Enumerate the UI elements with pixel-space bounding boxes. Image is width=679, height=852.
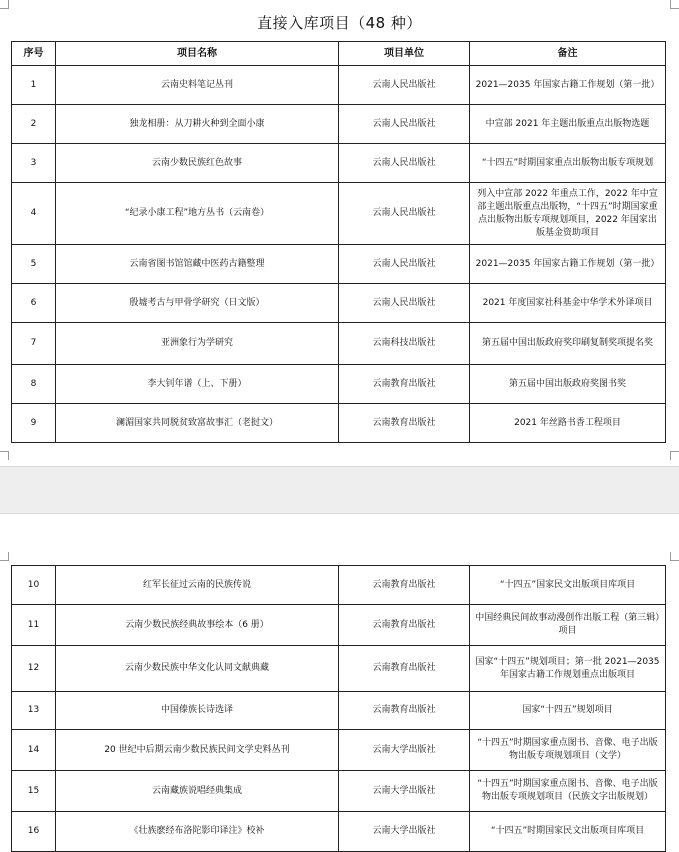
row-project-unit: 云南大学出版社 <box>339 771 470 812</box>
table-row <box>12 105 666 144</box>
row-project-unit: 云南教育出版社 <box>339 646 470 692</box>
page-corner-mark <box>0 552 9 561</box>
row-project-name: 云南少数民族经典故事绘本（6 册） <box>56 605 339 646</box>
project-table-part-2 <box>11 565 666 852</box>
row-project-unit: 云南人民出版社 <box>339 284 470 323</box>
project-table-part-1 <box>11 41 666 443</box>
row-seq: 14 <box>12 730 56 771</box>
row-remarks: 第五届中国出版政府奖印刷复制奖项提名奖 <box>470 323 666 365</box>
page-gap <box>0 466 679 514</box>
row-seq: 8 <box>12 365 56 404</box>
table-row <box>12 323 666 365</box>
row-remarks: 第五届中国出版政府奖图书奖 <box>470 365 666 404</box>
row-project-unit: 云南人民出版社 <box>339 66 470 105</box>
page-corner-mark <box>0 0 9 9</box>
row-project-name: 云南藏族说唱经典集成 <box>56 771 339 812</box>
table-row <box>12 730 666 771</box>
row-project-name: 云南少数民族红色故事 <box>56 144 339 183</box>
row-project-name: 云南史料笔记丛刊 <box>56 66 339 105</box>
row-remarks: 2021—2035 年国家古籍工作规划（第一批） <box>470 245 666 284</box>
row-remarks: 列入中宣部 2022 年重点工作，2022 年中宣部主题出版重点出版物，“十四五”时期国家重点出版物出版专项规划项目，2022 年国家出版基金资助项目 <box>470 183 666 245</box>
row-project-name: 红军长征过云南的民族传说 <box>56 566 339 605</box>
table-row <box>12 692 666 730</box>
row-seq: 16 <box>12 812 56 852</box>
table-row <box>12 605 666 646</box>
page-corner-mark <box>670 552 679 561</box>
row-seq: 9 <box>12 404 56 443</box>
row-remarks: 中国经典民间故事动漫创作出版工程（第三辑）项目 <box>470 605 666 646</box>
row-seq: 11 <box>12 605 56 646</box>
row-project-unit: 云南教育出版社 <box>339 404 470 443</box>
table-row <box>12 66 666 105</box>
table-row <box>12 771 666 812</box>
row-seq: 2 <box>12 105 56 144</box>
row-seq: 13 <box>12 692 56 730</box>
row-remarks: 中宣部 2021 年主题出版重点出版物选题 <box>470 105 666 144</box>
row-project-unit: 云南大学出版社 <box>339 730 470 771</box>
row-project-unit: 云南人民出版社 <box>339 245 470 284</box>
page-corner-mark <box>670 0 679 9</box>
row-project-name: 中国傣族长诗选译 <box>56 692 339 730</box>
row-project-name: 云南省图书馆馆藏中医药古籍整理 <box>56 245 339 284</box>
row-project-unit: 云南人民出版社 <box>339 144 470 183</box>
table-row <box>12 566 666 605</box>
document-title: 直接入库项目（48 种） <box>257 14 422 32</box>
page-corner-mark <box>670 451 679 460</box>
row-project-unit: 云南教育出版社 <box>339 692 470 730</box>
row-remarks: 2021 年度国家社科基金中华学术外译项目 <box>470 284 666 323</box>
row-project-name: “纪录小康工程”地方丛书（云南卷） <box>56 183 339 245</box>
document-page-2 <box>0 514 679 848</box>
row-remarks: 2021—2035 年国家古籍工作规划（第一批） <box>470 66 666 105</box>
header-seq: 序号 <box>12 42 56 66</box>
row-remarks: 国家“十四五”规划项目；第一批 2021—2035 年国家古籍工作规划重点出版项目 <box>470 646 666 692</box>
header-project-name: 项目名称 <box>56 42 339 66</box>
row-project-name: 《壮族麽经布洛陀影印译注》校补 <box>56 812 339 852</box>
row-seq: 7 <box>12 323 56 365</box>
row-project-name: 亚洲象行为学研究 <box>56 323 339 365</box>
table-row <box>12 245 666 284</box>
row-remarks: 2021 年丝路书香工程项目 <box>470 404 666 443</box>
table-header-row <box>12 42 666 66</box>
row-seq: 1 <box>12 66 56 105</box>
row-project-unit: 云南人民出版社 <box>339 105 470 144</box>
table-row <box>12 812 666 852</box>
row-project-unit: 云南教育出版社 <box>339 566 470 605</box>
row-seq: 12 <box>12 646 56 692</box>
row-project-unit: 云南教育出版社 <box>339 605 470 646</box>
row-seq: 3 <box>12 144 56 183</box>
row-remarks: “十四五”时期国家重点图书、音像、电子出版物出版专项规划项目（民族文字出版规划） <box>470 771 666 812</box>
row-project-name: 殷墟考古与甲骨学研究（日文版） <box>56 284 339 323</box>
table-row <box>12 183 666 245</box>
row-project-name: 澜湄国家共同脱贫致富故事汇（老挝文） <box>56 404 339 443</box>
row-seq: 6 <box>12 284 56 323</box>
row-project-name: 李大钊年谱（上、下册） <box>56 365 339 404</box>
row-remarks: “十四五”国家民文出版项目库项目 <box>470 566 666 605</box>
row-project-name: 独龙相册：从刀耕火种到全面小康 <box>56 105 339 144</box>
row-seq: 15 <box>12 771 56 812</box>
row-project-name: 云南少数民族中华文化认同文献典藏 <box>56 646 339 692</box>
row-project-unit: 云南人民出版社 <box>339 183 470 245</box>
row-remarks: 国家“十四五”规划项目 <box>470 692 666 730</box>
row-remarks: “十四五”时期国家民文出版项目库项目 <box>470 812 666 852</box>
row-seq: 10 <box>12 566 56 605</box>
page-corner-mark <box>0 451 9 460</box>
header-remarks: 备注 <box>470 42 666 66</box>
row-seq: 5 <box>12 245 56 284</box>
table-row <box>12 646 666 692</box>
table-row <box>12 365 666 404</box>
row-project-unit: 云南科技出版社 <box>339 323 470 365</box>
table-row <box>12 404 666 443</box>
row-project-unit: 云南大学出版社 <box>339 812 470 852</box>
row-seq: 4 <box>12 183 56 245</box>
row-remarks: “十四五”时期国家重点出版物出版专项规划 <box>470 144 666 183</box>
table-row <box>12 284 666 323</box>
row-project-unit: 云南教育出版社 <box>339 365 470 404</box>
table-row <box>12 144 666 183</box>
row-remarks: “十四五”时期国家重点图书、音像、电子出版物出版专项规划项目（文学） <box>470 730 666 771</box>
header-project-unit: 项目单位 <box>339 42 470 66</box>
row-project-name: 20 世纪中后期云南少数民族民间文学史料丛刊 <box>56 730 339 771</box>
